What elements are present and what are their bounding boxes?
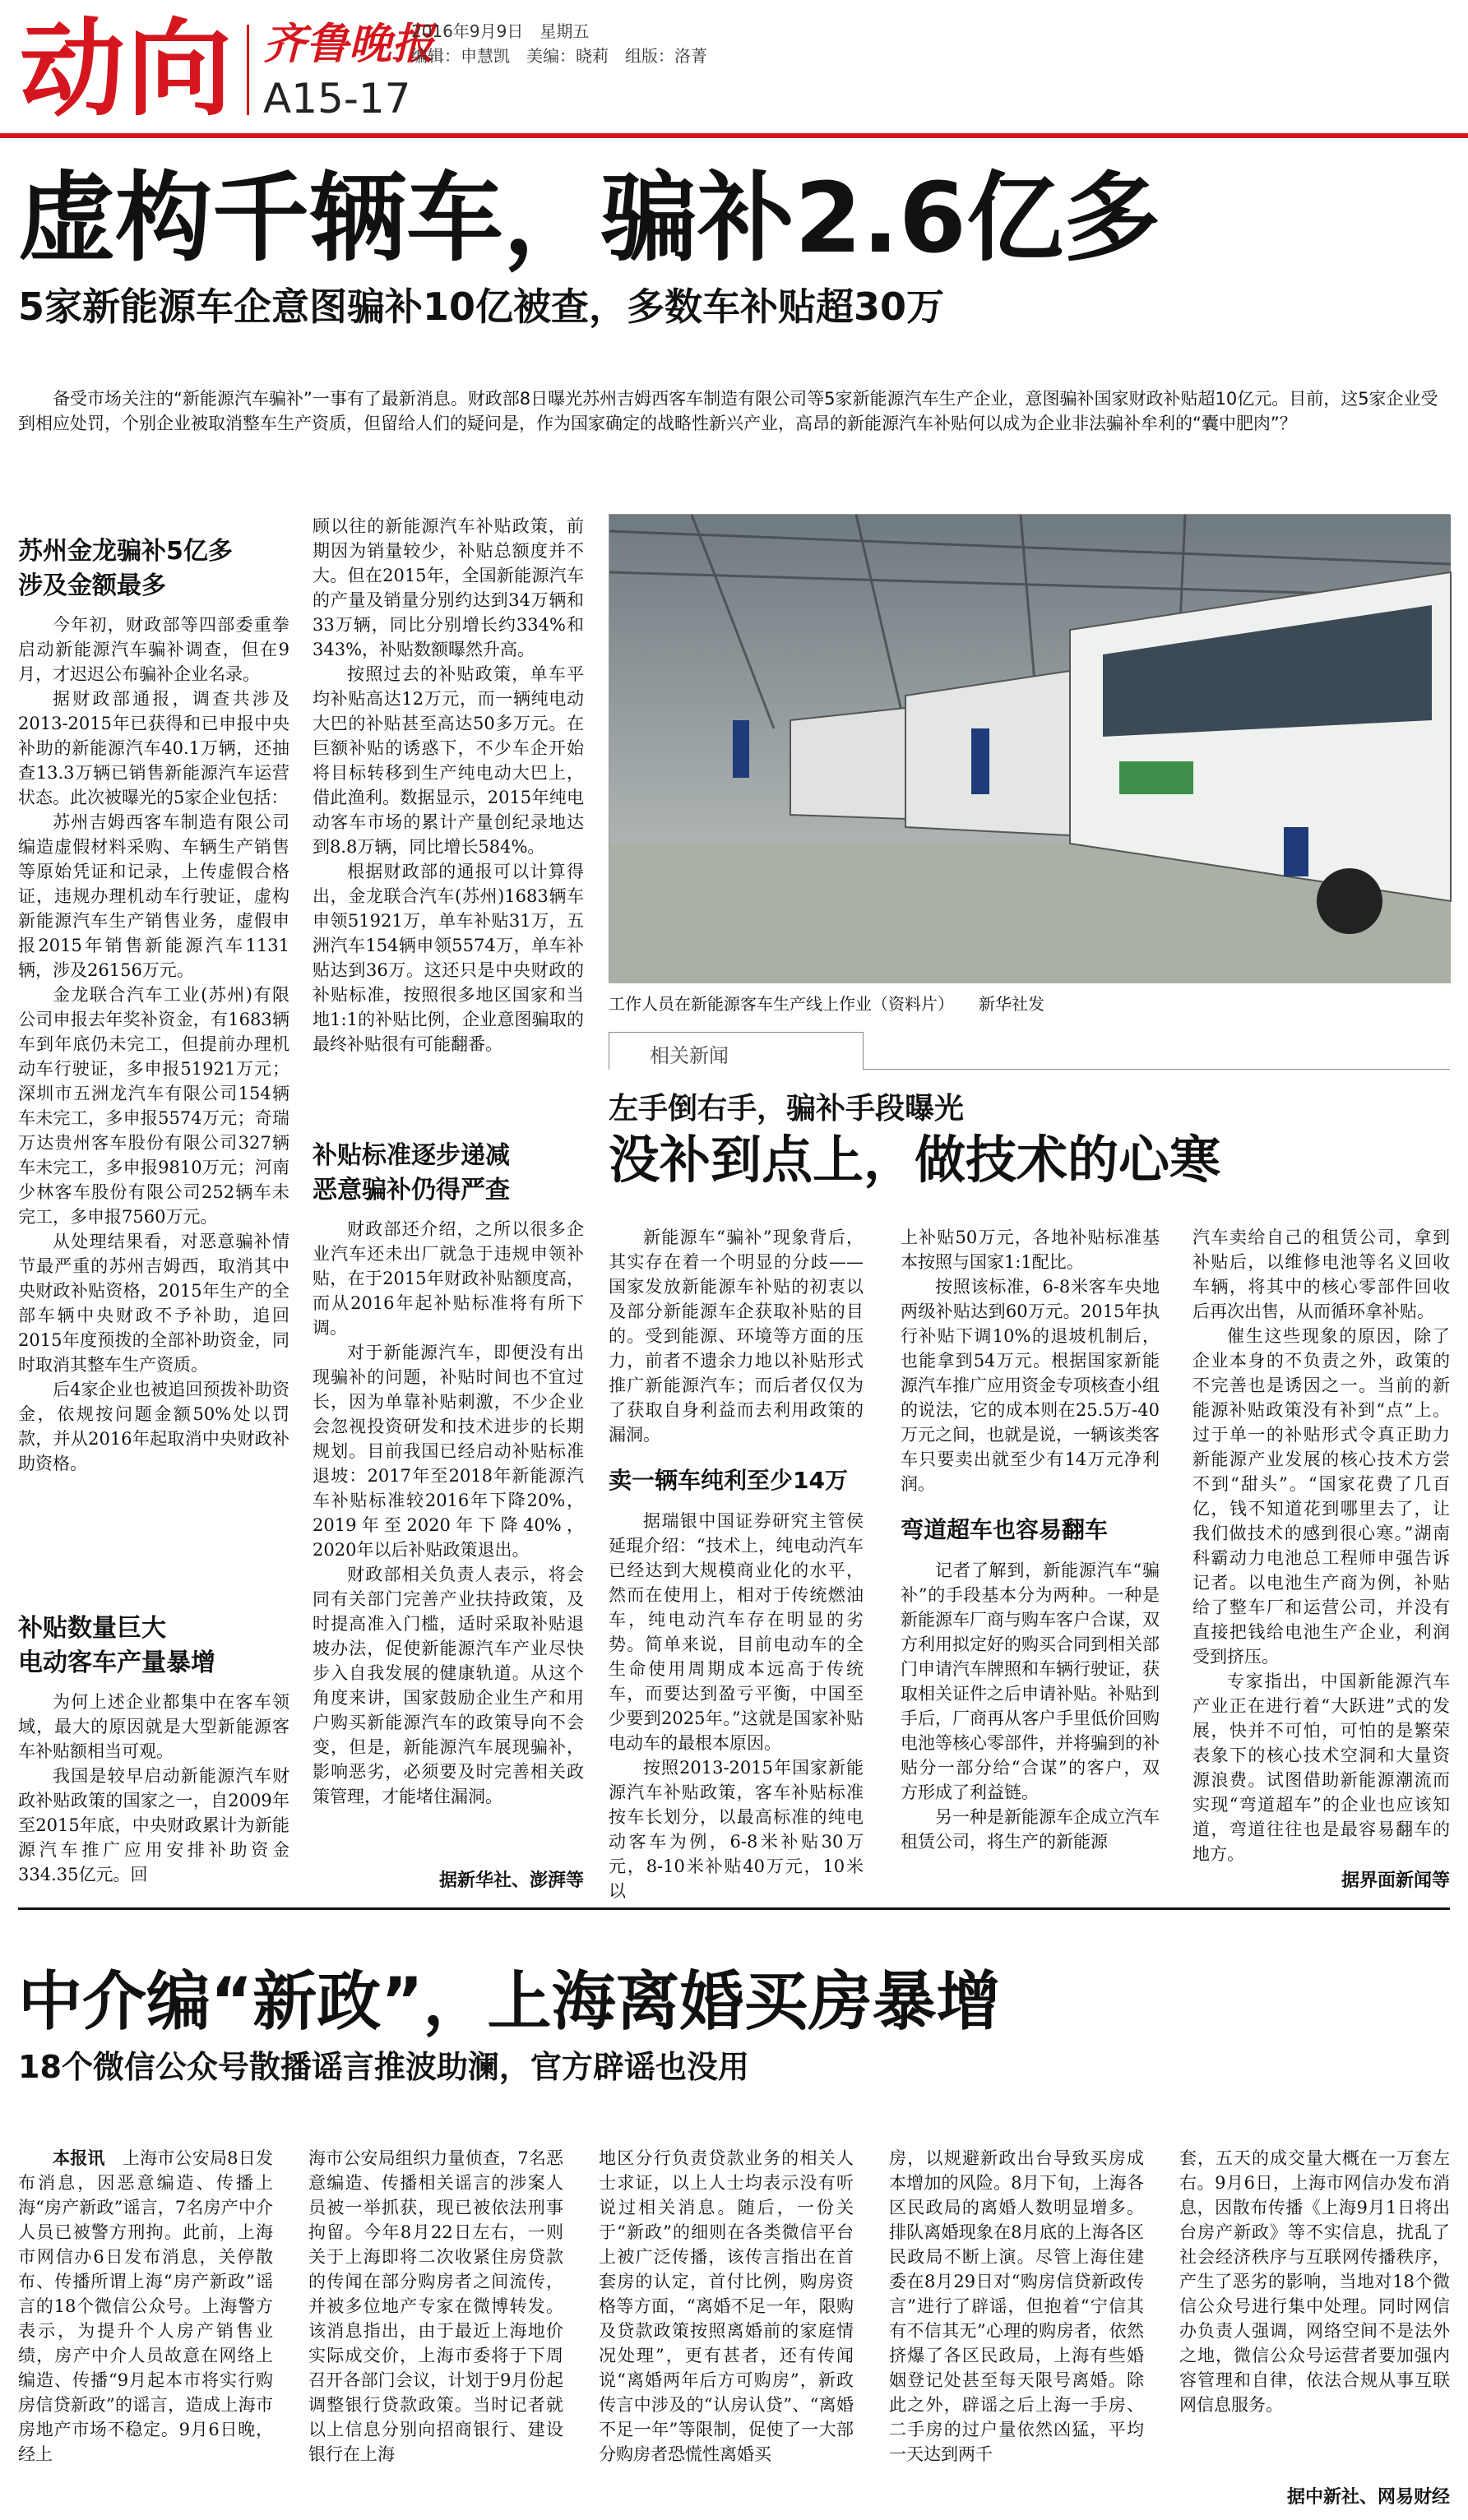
story2-section2-title: 弯道超车也容易翻车 xyxy=(901,1516,1109,1543)
header-rule xyxy=(0,133,1468,138)
photo-caption: 工作人员在新能源客车生产线上作业（资料片） 新华社发 xyxy=(609,994,1044,1014)
story3-headline: 中介编“新政”，上海离婚买房暴增 xyxy=(18,1965,1001,2039)
story2-headline: 没补到点上，做技术的心寒 xyxy=(609,1130,1221,1190)
paragraph: 按照过去的补贴政策，单车平均补贴高达12万元，而一辆纯电动大巴的补贴甚至高达50多万元。在巨额补贴的诱惑下，不少车企开始将目标转移到生产纯电动大巴上，借此渔利。数据显示，2015年纯电动客车市场的累计产量创纪录地达到8.8万辆，同比增长584%。 xyxy=(313,664,584,857)
masthead-divider xyxy=(247,25,249,115)
story2-section1-title: 卖一辆车纯利至少14万 xyxy=(609,1467,848,1494)
factory-bus-illustration xyxy=(609,515,1451,983)
news-photo xyxy=(609,514,1450,983)
story3-credit: 据中新社、网易财经 xyxy=(1286,2487,1450,2508)
story2-column2b xyxy=(901,1558,1160,1862)
paragraph: 为何上述企业都集中在客车领域，最大的原因就是大型新能源客车补贴额相当可观。 xyxy=(18,1692,289,1761)
paragraph: 催生这些现象的原因，除了企业本身的不负责之外，政策的不完善也是诱因之一。当前的新能源补贴政策没有补到“点”上。过于单一的补贴形式令真正助力新能源产业发展的核心技术方尝不到“甜头”。“国家花费了几百亿，钱不知道花到哪里去了，让我们做技术的感到很心寒。”湖南科霸动力电池总工程师申强告诉记者。以电池生产商为例，补贴给了整车厂和运营公司，并没有直接把钱给电池生产企业，利润受到挤压。 xyxy=(1192,1326,1450,1667)
story3-column3 xyxy=(599,2146,854,2491)
related-news-label: 相关新闻 xyxy=(650,1044,729,1067)
paragraph: 套，五天的成交量大概在一万套左右。9月6日，上海市网信办发布消息，因散布传播《上海9月1日将出台房产新政》等不实信息，扰乱了社会经济秩序与互联网传播秩序，产生了恶劣的影响，当地对18个微信公众号进行集中处理。同时网信办负责人强调，网络空间不是法外之地，微信公众号运营者要加强内容管理和自律，依法合规从事互联网信息服务。 xyxy=(1179,2148,1450,2415)
story2-column2 xyxy=(901,1225,1160,1521)
story1-section3-title: 补贴标准逐步递减 恶意骗补仍得严查 xyxy=(313,1141,510,1205)
newspaper-name: 齐鲁晚报 xyxy=(263,19,435,69)
paragraph: 记者了解到，新能源汽车“骗补”的手段基本分为两种。一种是新能源车厂商与购车客户合谋，双方利用拟定好的购买合同到相关部门申请汽车牌照和车辆行驶证，获取相关证件之后申请补贴。补贴到手后，厂商再从客户手里低价回购电池等核心零部件，并将骗到的补贴分一部分给“合谋”的客户，双方形成了利益链。 xyxy=(901,1561,1160,1802)
story3-column1 xyxy=(18,2146,273,2491)
story1-subhead: 5家新能源车企意图骗补10亿被查，多数车补贴超30万 xyxy=(18,284,945,329)
related-news-tab xyxy=(609,1032,864,1070)
paragraph: 顾以往的新能源汽车补贴政策，前期因为销量较少，补贴总额度并不大。但在2015年，全国新能源汽车的产量及销量分别约达到34万辆和33万辆，同比分别增长约334%和343%，补贴数额曝然升高。 xyxy=(313,516,584,659)
paragraph: 今年初，财政部等四部委重拳启动新能源汽车骗补调查，但在9月，才迟迟公布骗补企业名录。 xyxy=(18,615,289,684)
paragraph: 另一种是新能源车企成立汽车租赁公司，将生产的新能源 xyxy=(901,1807,1160,1852)
story1-lead: 备受市场关注的“新能源汽车骗补”一事有了最新消息。财政部8日曝光苏州吉姆西客车制造有限公司等5家新能源汽车生产企业，意图骗补国家财政补贴超10亿元。目前，这5家企业受到相应处罚，个别企业被取消整车生产资质，但留给人们的疑问是，作为国家确定的战略性新兴产业，高昂的新能源汽车补贴何以成为企业非法骗补牟利的“囊中肥肉”？ xyxy=(18,389,1438,433)
paragraph: 财政部还介绍，之所以很多企业汽车还未出厂就急于违规申领补贴，在于2015年财政补贴额度高，而从2016年起补贴标准将有所下调。 xyxy=(313,1219,584,1338)
story2-credit: 据界面新闻等 xyxy=(1341,1870,1450,1891)
story1-headline: 虚构千辆车，骗补2.6亿多 xyxy=(18,161,1161,275)
paragraph: 根据财政部的通报可以计算得出，金龙联合汽车(苏州)1683辆车申领51921万，单车补贴31万，五洲汽车154辆申领5574万，单车补贴达到36万。这还只是中央财政的补贴标准，按照很多地区国家和当地1:1的补贴比例，企业意图骗取的最终补贴很有可能翻番。 xyxy=(313,862,584,1054)
story2-kicker: 左手倒右手，骗补手段曝光 xyxy=(609,1092,965,1126)
paragraph: 海市公安局组织力量侦查，7名恶意编造、传播相关谣言的涉案人员被一举抓获，现已被依法刑事拘留。今年8月22日左右，一则关于上海即将二次收紧住房贷款的传闻在部分购房者之间流传，并被多位地产专家在微博转发。该消息指出，由于最近上海地价实际成交价，上海市委将于下周召开各部门会议，计划于9月份起调整银行贷款政策。当时记者就以上信息分别向招商银行、建设银行在上海 xyxy=(308,2148,563,2464)
paragraph: 按照该标准，6-8米客车央地两级补贴达到60万元。2015年执行补贴下调10%的退坡机制后，也能拿到54万元。根据国家新能源汽车推广应用资金专项核查小组的说法，它的成本则在25.5万-40万元之间，也就是说，一辆该类客车只要卖出就至少有14万元净利润。 xyxy=(901,1277,1160,1494)
section-title: 动向 xyxy=(20,8,234,131)
paragraph: 苏州吉姆西客车制造有限公司编造虚假材料采购、车辆生产销售等原始凭证和记录，上传虚假合格证，违规办理机动车行驶证，虚构新能源汽车生产销售业务，虚假申报2015年销售新能源汽车1131辆，涉及26156万元。 xyxy=(18,812,289,980)
story3-subhead: 18个微信公众号散播谣言推波助澜，官方辟谣也没用 xyxy=(18,2049,749,2085)
story2-column3 xyxy=(1192,1225,1450,1864)
story1-column2 xyxy=(313,514,584,1106)
story1-credit: 据新华社、澎湃等 xyxy=(438,1870,584,1891)
story3-column4 xyxy=(889,2146,1144,2491)
paragraph: 我国是较早启动新能源汽车财政补贴政策的国家之一，自2009年至2015年底，中央财政累计为新能源汽车推广应用安排补助资金334.35亿元。回 xyxy=(18,1766,289,1884)
story2-column1 xyxy=(609,1225,864,1472)
story3-column2 xyxy=(308,2146,563,2491)
issue-date: 2016年9月9日 星期五 xyxy=(411,21,590,41)
story2-column1b xyxy=(609,1509,864,1901)
story1-column2b xyxy=(313,1217,584,1858)
divider xyxy=(864,1069,1450,1070)
story1-column1b xyxy=(18,1690,289,1884)
paragraph: 地区分行负责贷款业务的相关人士求证，以上人士均表示没有听说过相关消息。随后，一份关于“新政”的细则在各类微信平台上被广泛传播，该传言指出在首套房的认定，首付比例，购房资格等方面，“离婚不足一年，限购及贷款政策按照离婚前的家庭情况处理”，更有甚者，还有传闻说“离婚两年后方可购房”，新政传言中涉及的“认房认贷”、“离婚不足一年”等限制，促使了一大部分购房者恐慌性离婚买 xyxy=(599,2148,854,2464)
paragraph: 金龙联合汽车工业(苏州)有限公司申报去年奖补资金，有1683辆车到年底仍未完工，但提前办理机动车行驶证，多申报51921万元；深圳市五洲龙汽车有限公司154辆车未完工，多申报5574万元；奇瑞万达贵州客车股份有限公司327辆车未完工，多申报9810万元；河南少林客车股份有限公司252辆车未完工，多申报7560万元。 xyxy=(18,985,289,1227)
story3-column5 xyxy=(1179,2146,1450,2475)
paragraph: 按照2013-2015年国家新能源汽车补贴政策，客车补贴标准按车长划分，以最高标准的纯电动客车为例，6-8米补贴30万元，8-10米补贴40万元，10米以 xyxy=(609,1758,864,1901)
page-number: A15-17 xyxy=(263,75,411,123)
story1-column1 xyxy=(18,613,289,1607)
story1-section2-title: 补贴数量巨大 电动客车产量暴增 xyxy=(18,1614,215,1677)
paragraph: 后4家企业也被追回预拨补助资金，依规按问题金额50%处以罚款，并从2016年起取消中央财政补助资格。 xyxy=(18,1380,289,1473)
paragraph: 上海市公安局8日发布消息，因恶意编造、传播上海“房产新政”谣言，7名房产中介人员已被警方刑拘。此前，上海市网信办6日发布消息，关停散布、传播所谓上海“房产新政”谣言的18个微信公众号。上海警方表示，为提升个人房产销售业绩，房产中介人员故意在网络上编造、传播“9月起本市将实行购房信贷新政”的谣言，造成上海市房地产市场不稳定。9月6日晚，经上 xyxy=(18,2148,273,2464)
paragraph: 上补贴50万元，各地补贴标准基本按照与国家1:1配比。 xyxy=(901,1228,1160,1272)
paragraph: 从处理结果看，对恶意骗补情节最严重的苏州吉姆西，取消其中央财政补贴资格，2015年生产的全部车辆中央财政不予补助，追回2015年度预拨的全部补助资金，同时取消其整车生产资质。 xyxy=(18,1232,289,1375)
paragraph: 据财政部通报，调查共涉及2013-2015年已获得和已申报中央补助的新能源汽车40.1万辆，还抽查13.3万辆已销售新能源汽车运营状态。此次被曝光的5家企业包括： xyxy=(18,689,289,807)
paragraph: 财政部相关负责人表示，将会同有关部门完善产业扶持政策，及时提高准入门槛，适时采取补贴退坡办法，促使新能源汽车产业尽快步入自我发展的健康轨道。从这个角度来讲，国家鼓励企业生产和用户购买新能源汽车的政策导向不会变，但是，新能源汽车展现骗补，影响恶劣，必须要及时完善相关政策管理，才能堵住漏洞。 xyxy=(313,1565,584,1806)
story1-section1-title: 苏州金龙骗补5亿多 涉及金额最多 xyxy=(18,537,233,600)
paragraph: 汽车卖给自己的租赁公司，拿到补贴后，以维修电池等名义回收车辆，将其中的核心零部件回收后再次出售，从而循环拿补贴。 xyxy=(1192,1228,1450,1321)
paragraph: 对于新能源汽车，即便没有出现骗补的问题，补贴时间也不宜过长，因为单靠补贴刺激，不少企业会忽视投资研发和技术进步的长期规划。目前我国已经启动补贴标准退坡：2017年至2018年新能源汽车补贴标准较2016年下降20%，2019年至2020年下降40%，2020年以后补贴政策退出。 xyxy=(313,1343,584,1560)
section-rule xyxy=(18,1907,1450,1910)
paragraph: 新能源车“骗补”现象背后，其实存在着一个明显的分歧——国家发放新能源车补贴的初衷以及部分新能源车企获取补贴的目的。受到能源、环境等方面的压力，前者不遗余力地以补贴形式推广新能源汽车；而后者仅仅为了获取自身利益而去利用政策的漏洞。 xyxy=(609,1228,864,1445)
paragraph: 房，以规避新政出台导致买房成本增加的风险。8月下旬，上海各区民政局的离婚人数明显增多。排队离婚现象在8月底的上海各区民政局不断上演。尽管上海住建委在8月29日对“购房信贷新政传言”进行了辟谣，但抱着“宁信其有不信其无”心理的购房者，依然挤爆了各区民政局，上海有些婚姻登记处甚至每天限号离婚。除此之外，辟谣之后上海一手房、二手房的过户量依然凶猛，平均一天达到两千 xyxy=(889,2148,1144,2464)
paragraph: 专家指出，中国新能源汽车产业正在进行着“大跃进”式的发展，快并不可怕，可怕的是繁荣表象下的核心技术空洞和大量资源浪费。试图借助新能源潮流而实现“弯道超车”的企业也应该知道，弯道往往也是最容易翻车的地方。 xyxy=(1192,1672,1450,1864)
byline: 本报讯 xyxy=(53,2148,105,2168)
editor-credits: 编辑：申慧凯 美编：晓莉 组版：洛菁 xyxy=(411,46,707,66)
paragraph: 据瑞银中国证券研究主管侯延琨介绍：“技术上，纯电动汽车已经达到大规模商业化的水平，然而在使用上，相对于传统燃油车，纯电动汽车存在明显的劣势。简单来说，目前电动车的全生命使用周期成本远高于传统车，而要达到盈亏平衡，中国至少要到2025年。”这就是国家补贴电动车的最根本原因。 xyxy=(609,1511,864,1753)
